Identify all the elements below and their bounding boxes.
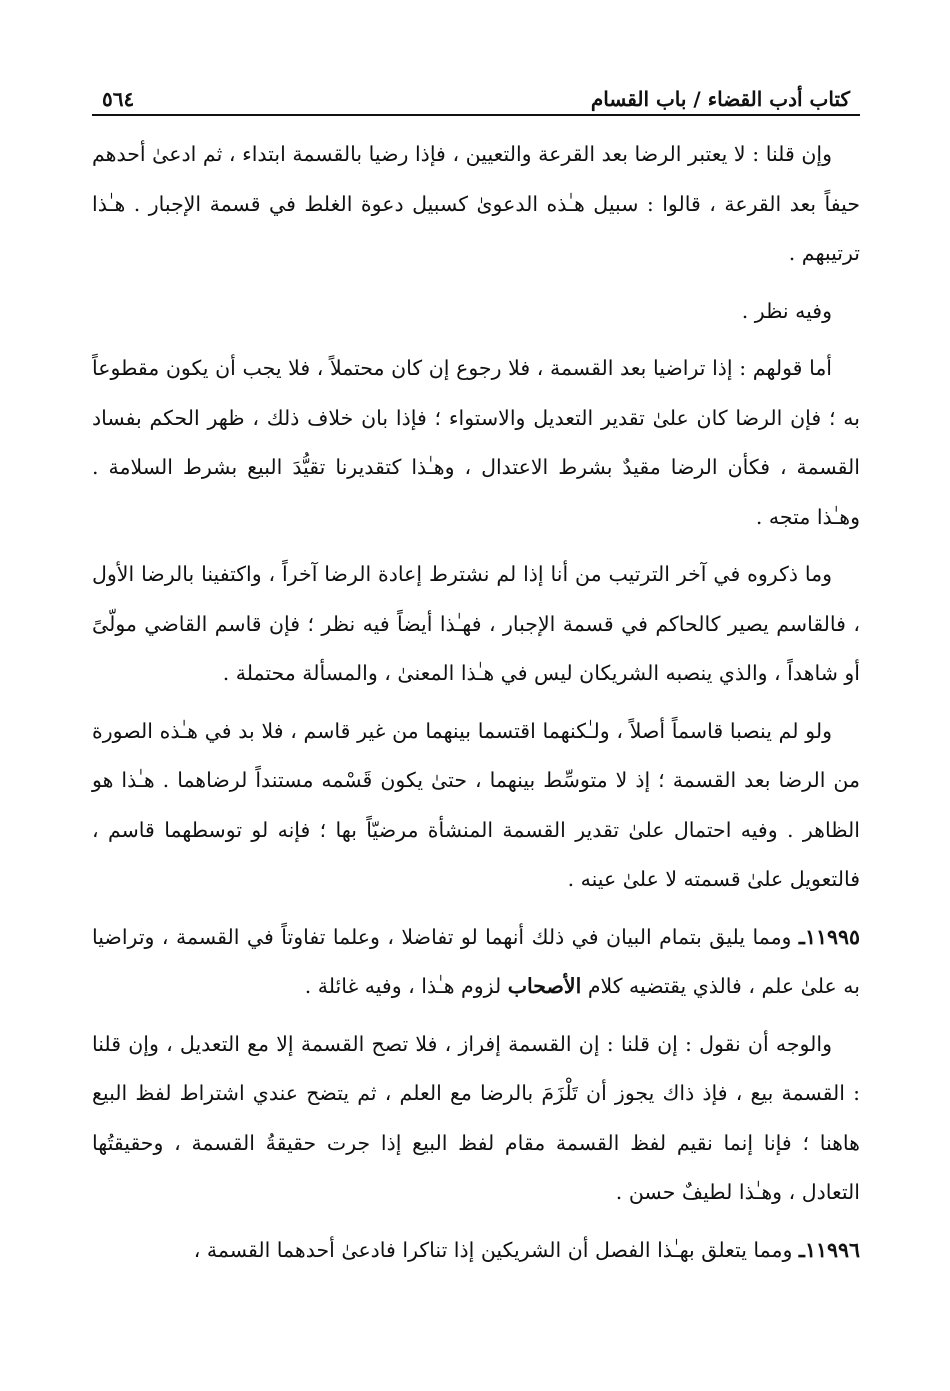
paragraph-4: وما ذكروه في آخر الترتيب من أنا إذا لم نشترط إعادة الرضا آخراً ، واكتفينا بالرضا الأول ، فالقاسم يصير كالحاكم في قسمة الإجبار ، فهـٰذا أيضاً فيه نظر ؛ فإن قاسم القاضي مولّىً أو شاهداً ، والذي ينصبه الشريكان ليس في هـٰذا المعنىٰ ، والمسألة محتملة . bbox=[92, 562, 860, 685]
paragraph-7: والوجه أن نقول : إن قلنا : إن القسمة إفراز ، فلا تصح القسمة إلا مع التعديل ، وإن قلنا : القسمة بيع ، فإذ ذاك يجوز أن تَلْزَمَ بالرضا مع العلم ، ثم يتضح عندي اشتراط لفظ البيع هاهنا ؛ فإنا إنما نقيم لفظ القسمة مقام لفظ البيع إذا جرت حقيقةُ القسمة ، وحقيقتُها التعادل ، وهـٰذا لطيفٌ حسن . bbox=[92, 1031, 860, 1204]
paragraph-5: ولو لم ينصبا قاسماً أصلاً ، ولـٰكنهما اقتسما بينهما من غير قاسم ، فلا بد في هـٰذه الصورة من الرضا بعد القسمة ؛ إذ لا متوسِّط بينهما ، حتىٰ يكون قَسْمه مستنداً لرضاهما . هـٰذا هو الظاهر . وفيه احتمال علىٰ تقدير القسمة المنشأة مرضيّاً بها ؛ فإنه لو توسطهما قاسم ، فالتعويل علىٰ قسمته لا علىٰ عينه . bbox=[92, 718, 860, 891]
paragraph-2: وفيه نظر . bbox=[741, 298, 832, 323]
paragraph-6-text-a: ومما يليق بتمام البيان في ذلك أنهما لو تفاضلا ، وعلما تفاوتاً في القسمة ، وتراضيا به علىٰ علم ، فالذي يقتضيه كلام bbox=[92, 924, 860, 998]
running-title: كتاب أدب القضاء / باب القسام bbox=[590, 87, 850, 111]
issue-number-11996: ١١٩٩٦ـ bbox=[798, 1237, 860, 1262]
paragraph-8 bbox=[92, 1226, 860, 1276]
page-number: ٥٦٤ bbox=[102, 87, 135, 111]
paragraph-6 bbox=[92, 913, 860, 1012]
paragraph-1: وإن قلنا : لا يعتبر الرضا بعد القرعة والتعيين ، فإذا رضيا بالقسمة ابتداء ، ثم ادعىٰ أحدهم حيفاً بعد القرعة ، قالوا : سبيل هـٰذه الدعوىٰ كسبيل دعوة الغلط في قسمة الإجبار . هـٰذا ترتيبهم . bbox=[92, 142, 860, 265]
paragraph-3: أما قولهم : إذا تراضيا بعد القسمة ، فلا رجوع إن كان محتملاً ، فلا يجب أن يكون مقطوعاً به ؛ فإن الرضا كان علىٰ تقدير التعديل والاستواء ؛ فإذا بان خلاف ذلك ، ظهر الحكم بفساد القسمة ، فكأن الرضا مقيدٌ بشرط الاعتدال ، وهـٰذا كتقديرنا تقيُّدَ البيع بشرط السلامة . وهـٰذا متجه . bbox=[92, 356, 860, 529]
issue-number-11995: ١١٩٩٥ـ bbox=[798, 924, 860, 949]
body-text bbox=[92, 130, 860, 1283]
paragraph-6-bold-term: الأصحاب bbox=[507, 974, 582, 998]
paragraph-6-text-b: لزوم هـٰذا ، وفيه غائلة . bbox=[304, 974, 508, 998]
page-header bbox=[92, 80, 860, 116]
paragraph-8-text: ومما يتعلق بهـٰذا الفصل أن الشريكين إذا تناكرا فادعىٰ أحدهما القسمة ، bbox=[193, 1237, 799, 1262]
